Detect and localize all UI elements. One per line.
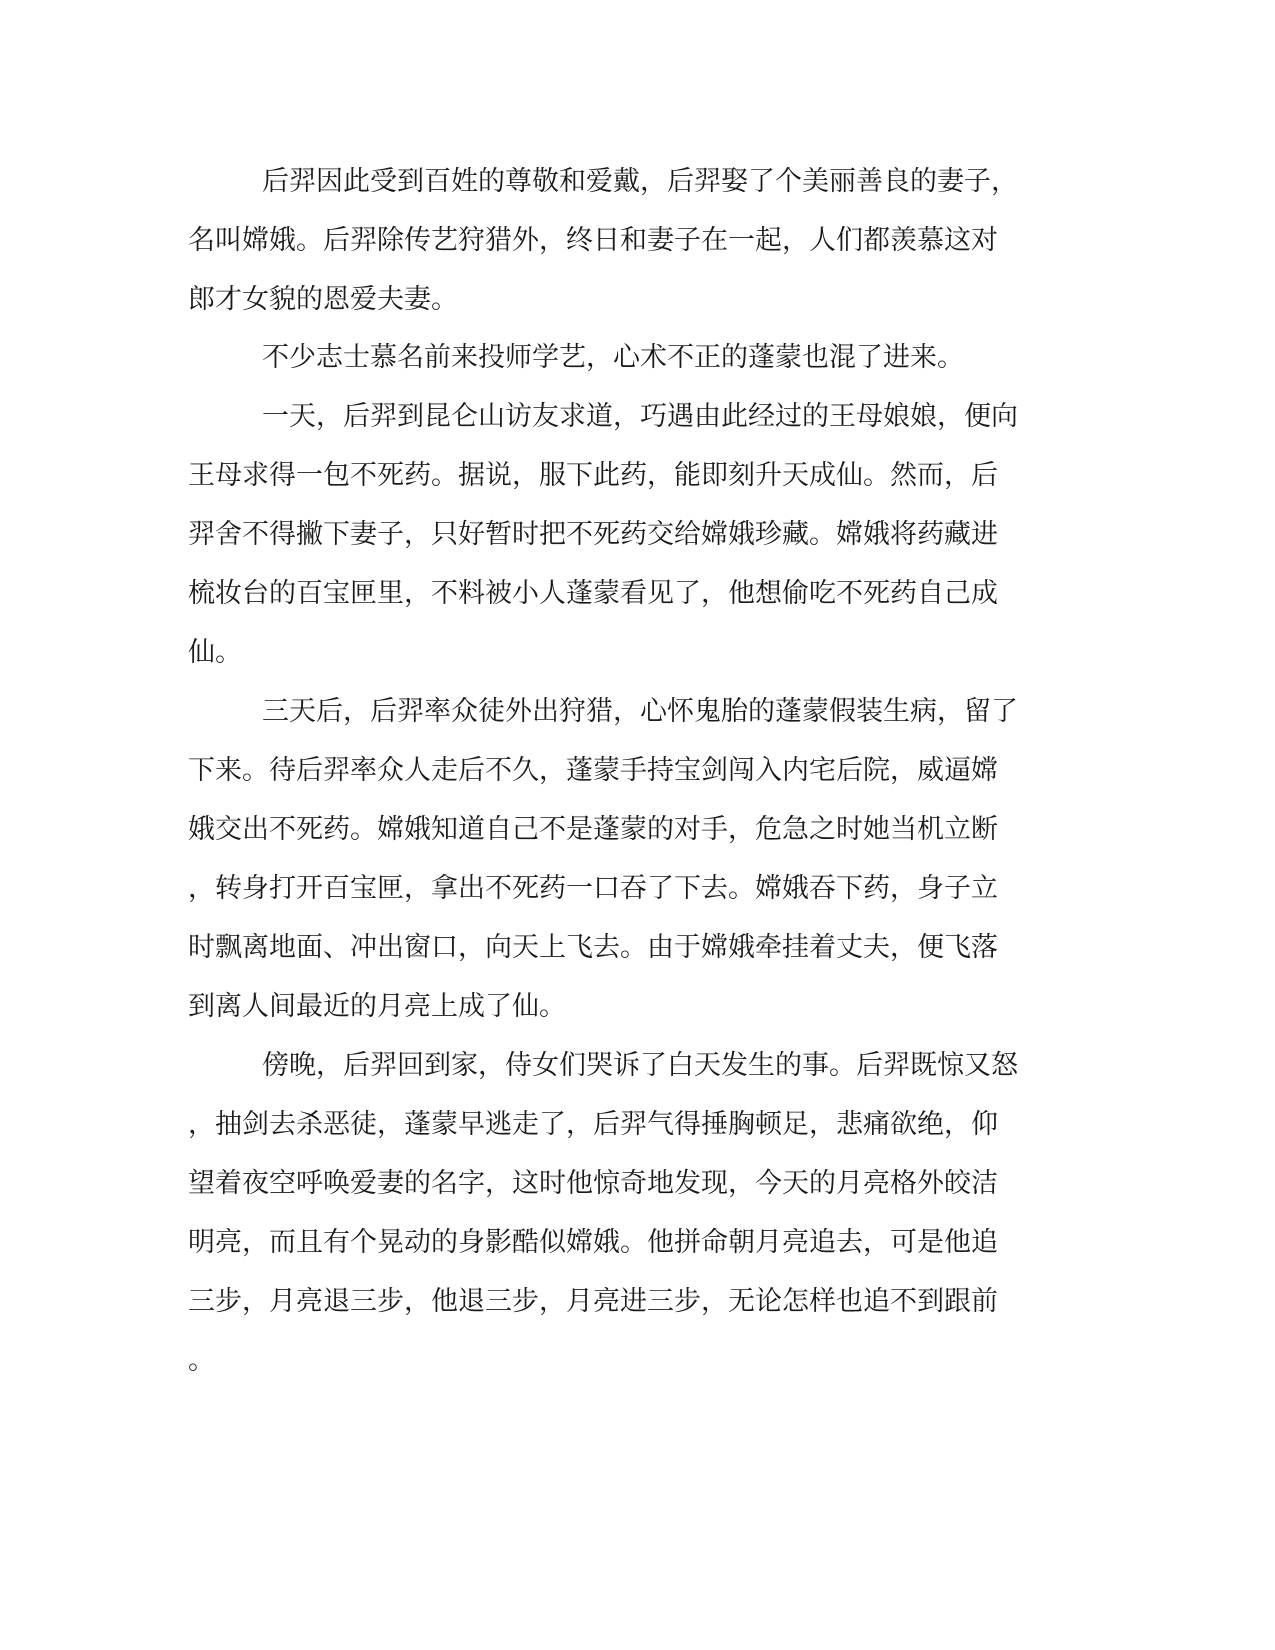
paragraph-3-line-5: 仙。	[188, 637, 242, 668]
paragraph-4-line-3: 娥交出不死药。嫦娥知道自己不是蓬蒙的对手，危急之时她当机立断	[188, 814, 998, 845]
paragraph-4-line-4: ，转身打开百宝匣，拿出不死药一口吞了下去。嫦娥吞下药，身子立	[188, 873, 998, 904]
paragraph-4-line-2: 下来。待后羿率众人走后不久，蓬蒙手持宝剑闯入内宅后院，威逼嫦	[188, 755, 998, 786]
paragraph-4-line-6: 到离人间最近的月亮上成了仙。	[188, 991, 566, 1022]
paragraph-4-line-5: 时飘离地面、冲出窗口，向天上飞去。由于嫦娥牵挂着丈夫，便飞落	[188, 932, 998, 963]
paragraph-3-line-1: 一天，后羿到昆仑山访友求道，巧遇由此经过的王母娘娘，便向	[262, 401, 1018, 432]
paragraph-1-line-1: 后羿因此受到百姓的尊敬和爱戴，后羿娶了个美丽善良的妻子，	[262, 166, 1018, 197]
paragraph-5-line-5: 三步，月亮退三步，他退三步，月亮进三步，无论怎样也追不到跟前	[188, 1286, 998, 1317]
paragraph-4-line-1: 三天后，后羿率众徒外出狩猎，心怀鬼胎的蓬蒙假装生病，留了	[262, 696, 1018, 727]
paragraph-2-line-1: 不少志士慕名前来投师学艺，心术不正的蓬蒙也混了进来。	[262, 342, 964, 373]
paragraph-5-line-6: 。	[188, 1345, 215, 1376]
paragraph-1-line-3: 郎才女貌的恩爱夫妻。	[188, 284, 458, 315]
paragraph-5-line-3: 望着夜空呼唤爱妻的名字，这时他惊奇地发现，今天的月亮格外皎洁	[188, 1168, 998, 1199]
paragraph-3-line-4: 梳妆台的百宝匣里，不料被小人蓬蒙看见了，他想偷吃不死药自己成	[188, 578, 998, 609]
paragraph-3-line-2: 王母求得一包不死药。据说，服下此药，能即刻升天成仙。然而，后	[188, 460, 998, 491]
paragraph-5-line-2: ，抽剑去杀恶徒，蓬蒙早逃走了，后羿气得捶胸顿足，悲痛欲绝，仰	[188, 1109, 998, 1140]
paragraph-3-line-3: 羿舍不得撇下妻子，只好暂时把不死药交给嫦娥珍藏。嫦娥将药藏进	[188, 519, 998, 550]
paragraph-1-line-2: 名叫嫦娥。后羿除传艺狩猎外，终日和妻子在一起，人们都羡慕这对	[188, 225, 998, 256]
paragraph-5-line-4: 明亮，而且有个晃动的身影酷似嫦娥。他拼命朝月亮追去，可是他追	[188, 1227, 998, 1258]
paragraph-5-line-1: 傍晚，后羿回到家，侍女们哭诉了白天发生的事。后羿既惊又怒	[262, 1050, 1018, 1081]
